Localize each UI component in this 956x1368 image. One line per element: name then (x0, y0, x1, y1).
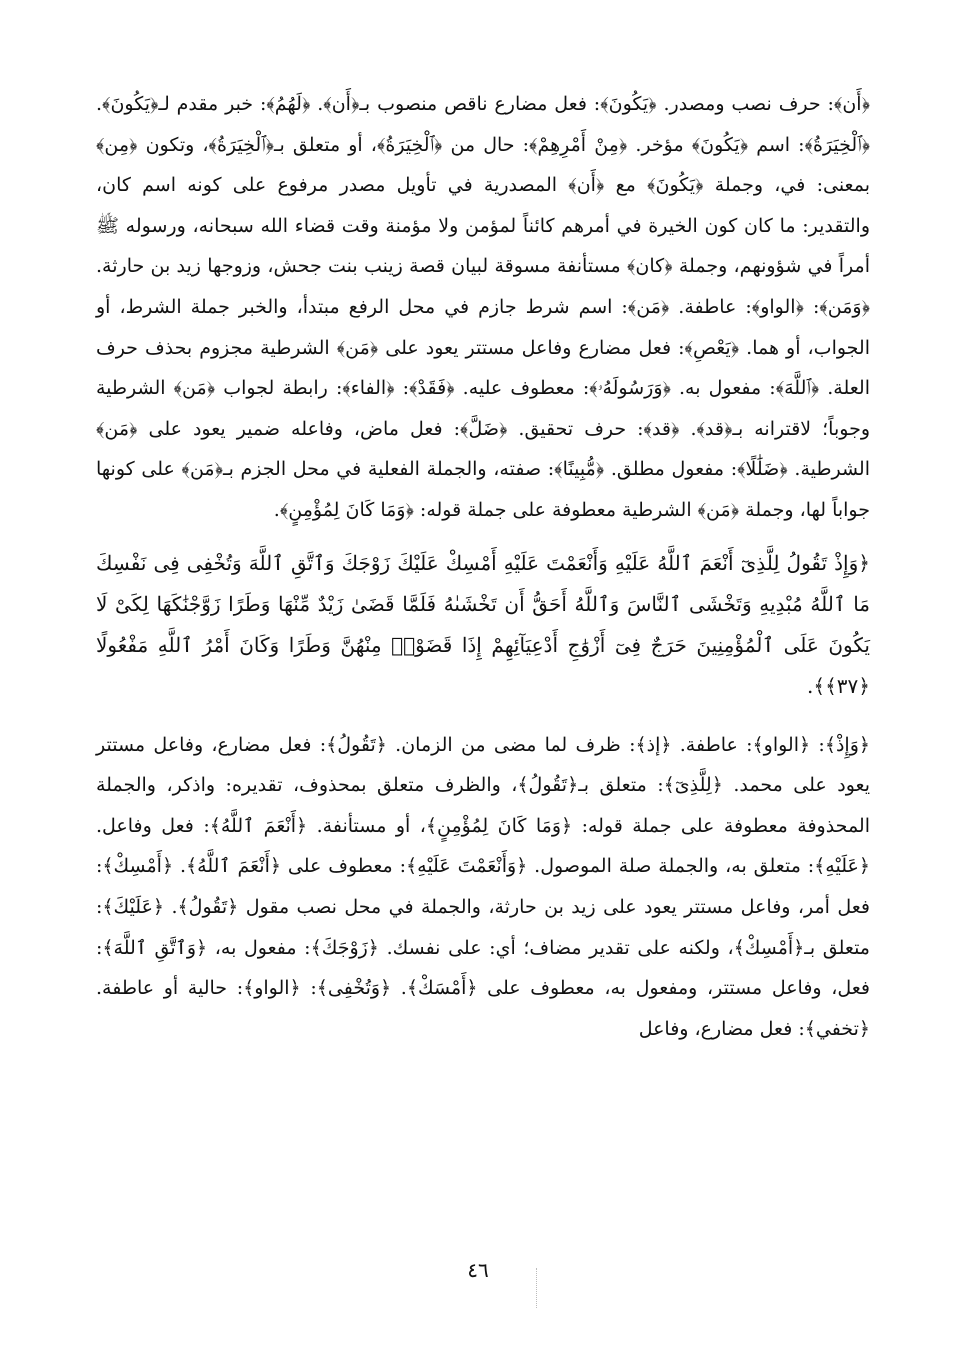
page-body (96, 84, 870, 1049)
grammar-paragraph-1: ﴿أَن﴾: حرف نصب ومصدر. ﴿يَكُونَ﴾: فعل مضارع ناقص منصوب بـ﴿أَن﴾. ﴿لَهُمُ﴾: خبر مقدم لـ﴿يَكُونَ﴾. ﴿ٱلْخِيَرَةُ﴾: اسم ﴿يَكُونَ﴾ مؤخر. ﴿مِنْ أَمْرِهِمْ﴾: حال من ﴿ٱلْخِيَرَةُ﴾، أو متعلق بـ﴿ٱلْخِيَرَةُ﴾، وتكون ﴿مِن﴾ بمعنى: في، وجملة ﴿يَكُونَ﴾ مع ﴿أَن﴾ المصدرية في تأويل مصدر مرفوع على كونه اسم كان، والتقدير: ما كان كون الخيرة في أمرهم كائناً لمؤمن ولا مؤمنة وقت قضاء الله سبحانه، ورسوله ﷺ أمراً في شؤونهم، وجملة ﴿كان﴾ مستأنفة مسوقة لبيان قصة زينب بنت جحش، وزوجها زيد بن حارثة. ﴿وَمَن﴾: ﴿الواو﴾: عاطفة. ﴿مَن﴾: اسم شرط جازم في محل الرفع مبتدأ، والخبر جملة الشرط، أو الجواب، أو هما. ﴿يَعْصِ﴾: فعل مضارع وفاعل مستتر يعود على ﴿مَن﴾ الشرطية مجزوم بحذف حرف العلة. ﴿ٱللَّهَ﴾: مفعول به. ﴿وَرَسُولَهُۥ﴾: معطوف عليه. ﴿فَقَدْ﴾: ﴿الفاء﴾: رابطة لجواب ﴿مَن﴾ الشرطية وجوباً؛ لاقترانه بـ﴿قد﴾. ﴿قد﴾: حرف تحقيق. ﴿ضَلَّ﴾: فعل ماض، وفاعله ضمير يعود على ﴿مَن﴾ الشرطية. ﴿ضَلَٰلًا﴾: مفعول مطلق. ﴿مُّبِينًا﴾: صفته، والجملة الفعلية في محل الجزم بـ﴿مَن﴾ على كونها جواباً لها، وجملة ﴿مَن﴾ الشرطية معطوفة على جملة قوله: ﴿وَمَا كَانَ لِمُؤْمِنٍ﴾. (96, 93, 870, 521)
scan-mark (536, 1268, 538, 1308)
quran-verse: ﴿وَإِذْ تَقُولُ لِلَّذِىٓ أَنْعَمَ ٱللَّهُ عَلَيْهِ وَأَنْعَمْتَ عَلَيْهِ أَمْسِكْ عَلَيْكَ زَوْجَكَ وَٱتَّقِ ٱللَّهَ وَتُخْفِى فِى نَفْسِكَ مَا ٱللَّهُ مُبْدِيهِ وَتَخْشَى ٱلنَّاسَ وَٱللَّهُ أَحَقُّ أَن تَخْشَىٰهُ فَلَمَّا قَضَىٰ زَيْدٌ مِّنْهَا وَطَرًا زَوَّجْنَٰكَهَا لِكَىْ لَا يَكُونَ عَلَى ٱلْمُؤْمِنِينَ حَرَجٌ فِىٓ أَزْوَٰجِ أَدْعِيَآئِهِمْ إِذَا قَضَوْا۟ مِنْهُنَّ وَطَرًا وَكَانَ أَمْرُ ٱللَّهِ مَفْعُولًا ﴿٣٧﴾﴾. (96, 550, 870, 698)
grammar-paragraph-2: ﴿وَإِذْ﴾: ﴿الواو﴾: عاطفة. ﴿إذ﴾: ظرف لما مضى من الزمان. ﴿تَقُولُ﴾: فعل مضارع، وفاعل مستتر يعود على محمد. ﴿لِلَّذِىٓ﴾: متعلق بـ﴿تَقُولُ﴾، والظرف متعلق بمحذوف، تقديره: واذكر، والجملة المحذوفة معطوفة على جملة قوله: ﴿وَمَا كَانَ لِمُؤْمِنٍ﴾، أو مستأنفة. ﴿أَنْعَمَ ٱللَّهُ﴾: فعل وفاعل. ﴿عَلَيْهِ﴾: متعلق به، والجملة صلة الموصول. ﴿وَأَنْعَمْتَ عَلَيْهِ﴾: معطوف على ﴿أَنْعَمَ ٱللَّهُ﴾. ﴿أَمْسِكْ﴾: فعل أمر، وفاعل مستتر يعود على زيد بن حارثة، والجملة في محل نصب مقول ﴿تَقُولُ﴾. ﴿عَلَيْكَ﴾: متعلق بـ﴿أَمْسِكْ﴾، ولكنه على تقدير مضاف؛ أي: على نفسك. ﴿زَوْجَكَ﴾: مفعول به، ﴿وَٱتَّقِ ٱللَّهَ﴾: فعل، وفاعل مستتر، ومفعول به، معطوف على ﴿أَمْسَكْ﴾. ﴿وَتُخْفِى﴾: ﴿الواو﴾: حالية أو عاطفة. ﴿تخفي﴾: فعل مضارع، وفاعل (96, 733, 870, 1040)
page-number: ٤٦ (467, 1258, 489, 1282)
